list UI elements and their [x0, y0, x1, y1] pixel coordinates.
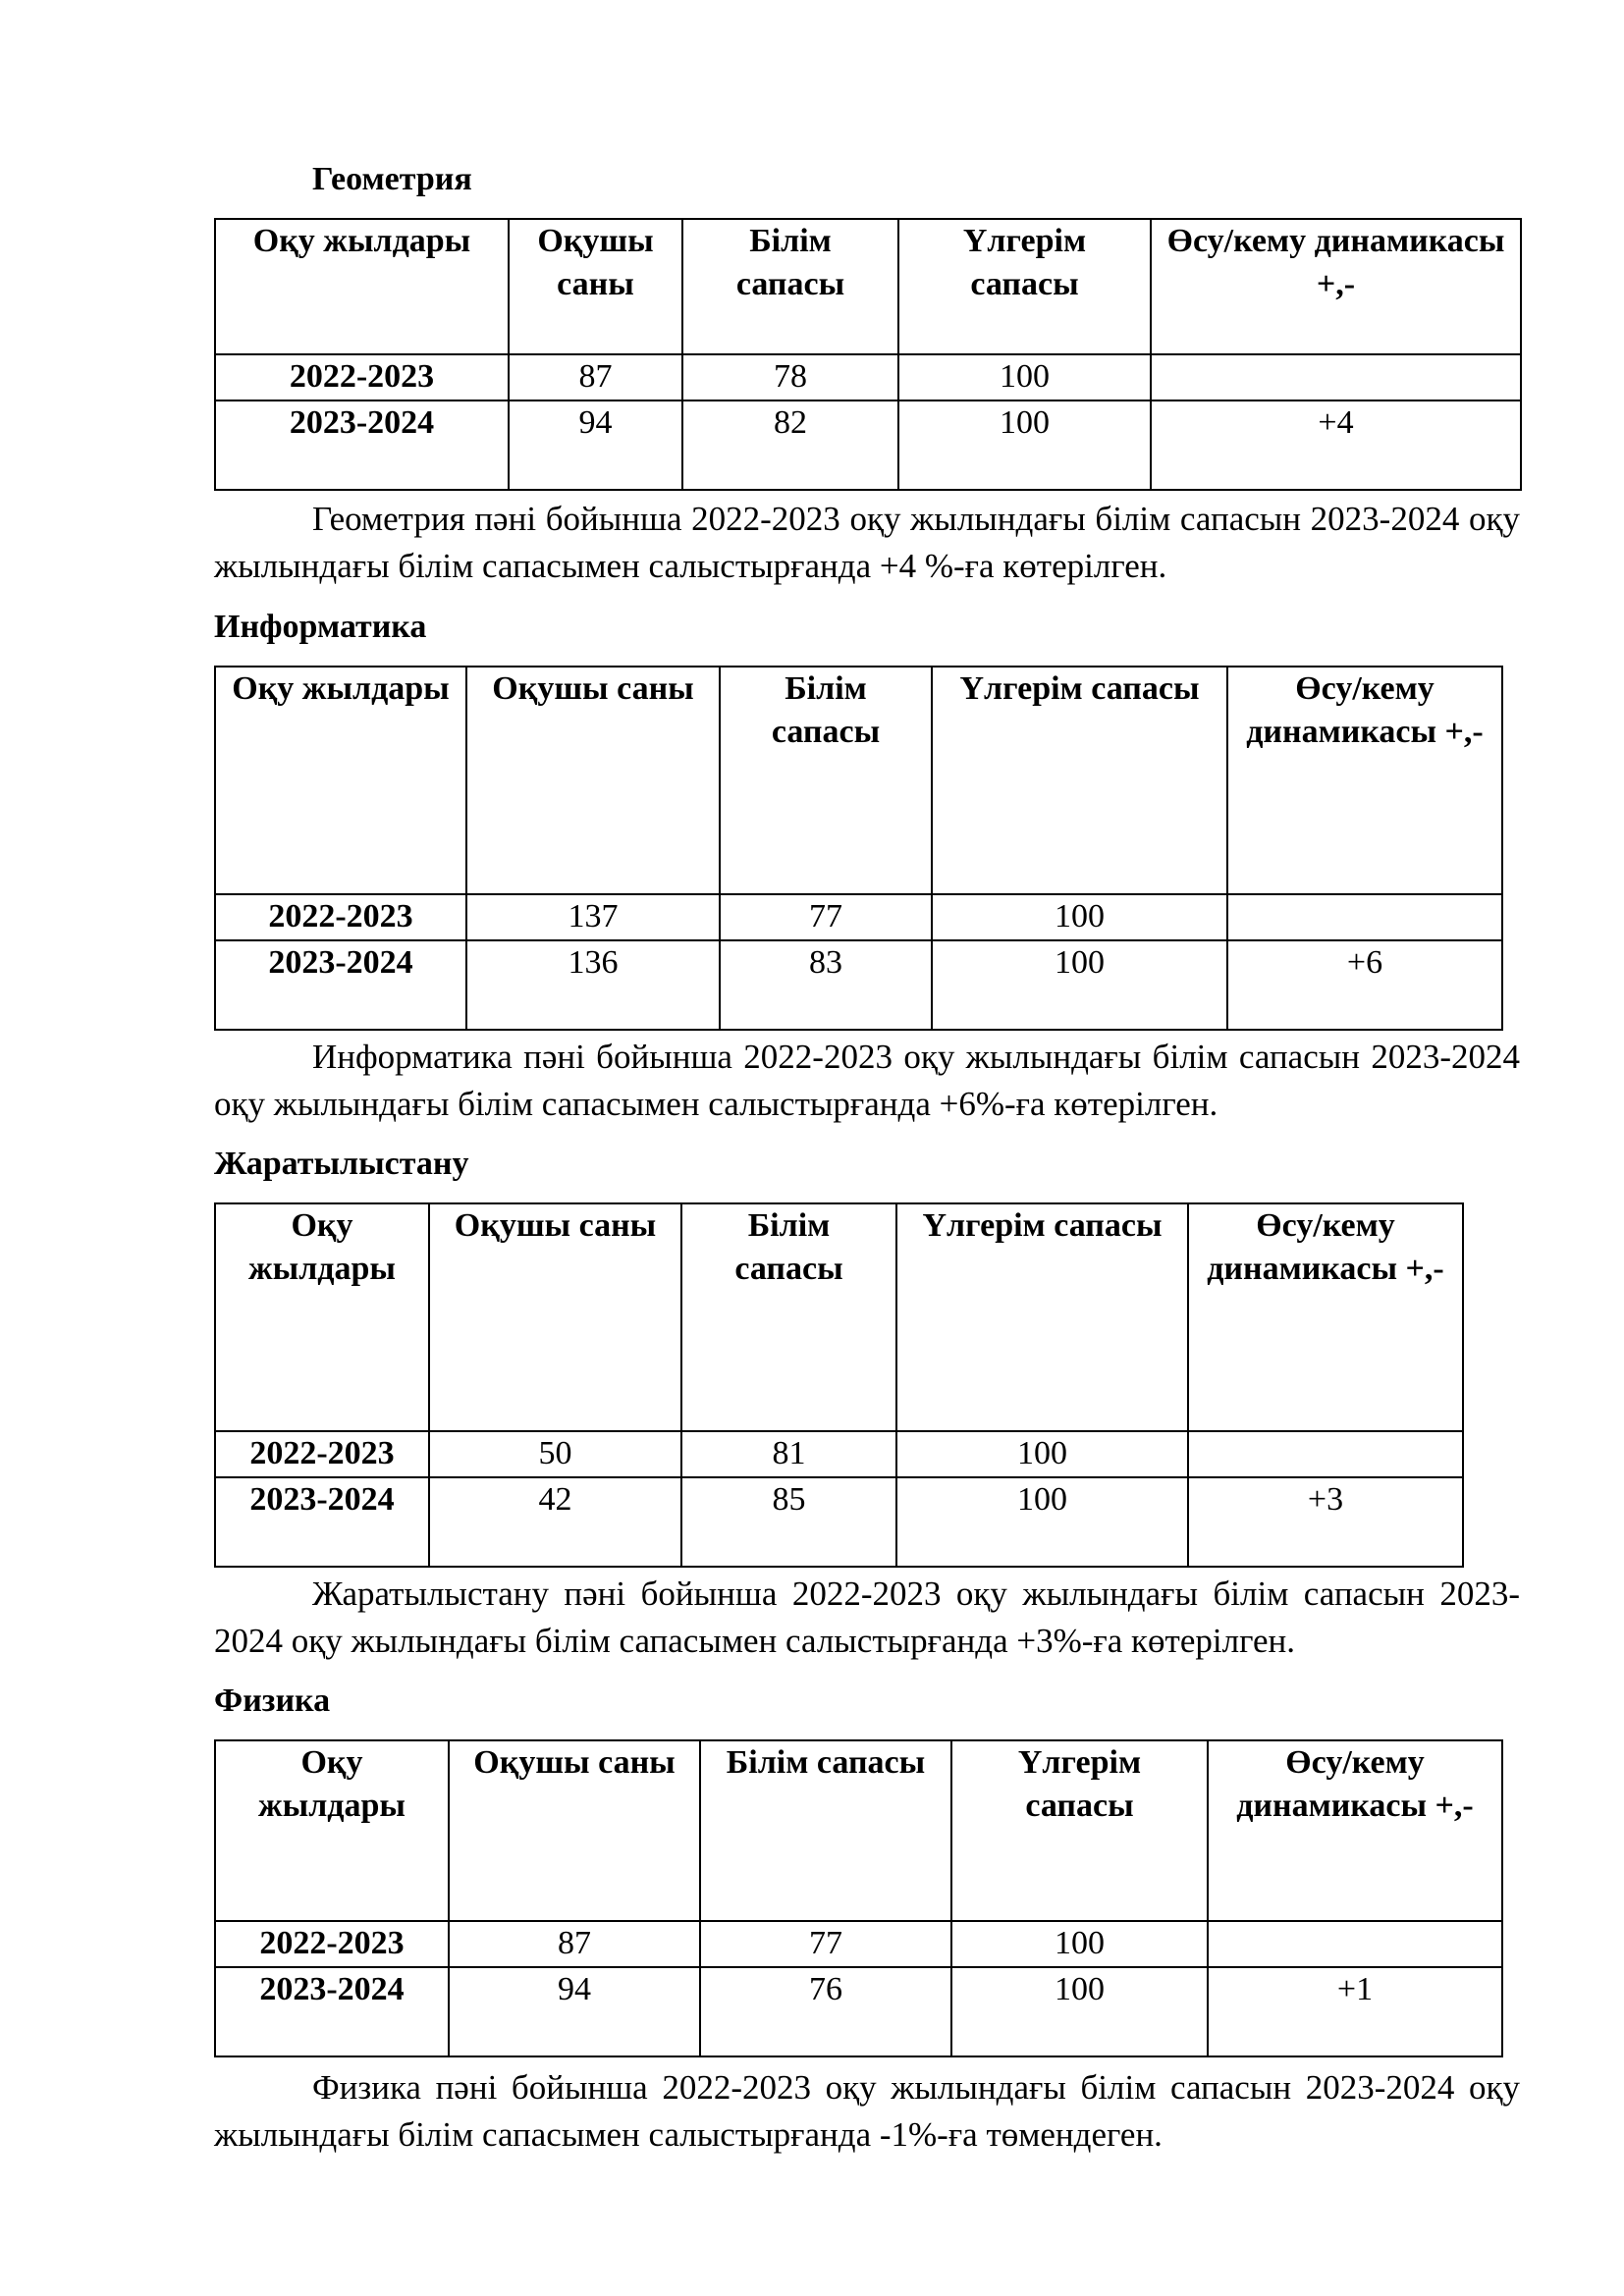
header-students: Оқушы саны: [466, 667, 720, 894]
header-students: Оқушы саны: [449, 1740, 700, 1921]
cell-achievement: 100: [932, 940, 1227, 1030]
table-row: [215, 940, 1502, 1030]
table-row: [215, 1431, 1463, 1477]
header-dynamics: Өсу/кему динамикасы +,-: [1208, 1740, 1502, 1921]
cell-year: 2023-2024: [215, 1477, 429, 1567]
header-knowledge-quality: Білім сапасы: [681, 1203, 896, 1431]
header-knowledge-quality: Білім сапасы: [700, 1740, 951, 1921]
header-years: Оқу жылдары: [215, 667, 466, 894]
cell-year: 2022-2023: [215, 1431, 429, 1477]
cell-year: 2022-2023: [215, 894, 466, 940]
cell-dynamics: [1227, 894, 1502, 940]
cell-year: 2023-2024: [215, 400, 509, 490]
header-achievement-quality: Үлгерім сапасы: [896, 1203, 1188, 1431]
section-title-natural-science: Жаратылыстану: [214, 1146, 469, 1182]
cell-students: 50: [429, 1431, 681, 1477]
summary-paragraph-geometry: Геометрия пәні бойынша 2022-2023 оқу жылындағы білім сапасын 2023-2024 оқу жылындағы білім сапасымен салыстырғанда +4 %-ға көтерілген.: [214, 500, 1520, 585]
cell-achievement: 100: [898, 400, 1151, 490]
cell-knowledge: 82: [682, 400, 898, 490]
table-row: [215, 354, 1521, 400]
table-header-row: [215, 1740, 1502, 1921]
table-row: [215, 894, 1502, 940]
cell-dynamics: +1: [1208, 1967, 1502, 2056]
summary-paragraph-physics: Физика пәні бойынша 2022-2023 оқу жылындағы білім сапасын 2023-2024 оқу жылындағы білім сапасымен салыстырғанда -1%-ға төмендеген.: [214, 2068, 1520, 2154]
cell-year: 2023-2024: [215, 1967, 449, 2056]
cell-knowledge: 77: [700, 1921, 951, 1967]
cell-students: 136: [466, 940, 720, 1030]
cell-knowledge: 78: [682, 354, 898, 400]
cell-achievement: 100: [896, 1431, 1188, 1477]
cell-dynamics: [1151, 354, 1521, 400]
section-title-geometry: Геометрия: [312, 161, 472, 197]
header-dynamics: Өсу/кему динамикасы +,-: [1151, 219, 1521, 354]
table-natural-science: [214, 1202, 1464, 1568]
header-years: Оқу жылдары: [215, 1203, 429, 1431]
section-title-physics: Физика: [214, 1682, 331, 1719]
cell-achievement: 100: [896, 1477, 1188, 1567]
cell-achievement: 100: [951, 1967, 1208, 2056]
header-students: Оқушы саны: [509, 219, 682, 354]
header-dynamics: Өсу/кему динамикасы +,-: [1227, 667, 1502, 894]
cell-year: 2022-2023: [215, 354, 509, 400]
cell-year: 2023-2024: [215, 940, 466, 1030]
table-informatics: [214, 666, 1503, 1031]
header-achievement-quality: Үлгерім сапасы: [932, 667, 1227, 894]
table-header-row: [215, 1203, 1463, 1431]
summary-paragraph-informatics: Информатика пәні бойынша 2022-2023 оқу жылындағы білім сапасын 2023-2024 оқу жылындағы білім сапасымен салыстырғанда +6%-ға көтерілген.: [214, 1038, 1520, 1123]
table-row: [215, 1477, 1463, 1567]
cell-dynamics: [1188, 1431, 1463, 1477]
cell-year: 2022-2023: [215, 1921, 449, 1967]
cell-students: 137: [466, 894, 720, 940]
header-years: Оқу жылдары: [215, 219, 509, 354]
cell-dynamics: +6: [1227, 940, 1502, 1030]
cell-students: 87: [509, 354, 682, 400]
cell-dynamics: +3: [1188, 1477, 1463, 1567]
header-knowledge-quality: Білім сапасы: [682, 219, 898, 354]
cell-students: 94: [509, 400, 682, 490]
header-achievement-quality: Үлгерім сапасы: [898, 219, 1151, 354]
cell-knowledge: 85: [681, 1477, 896, 1567]
table-row: [215, 1921, 1502, 1967]
cell-knowledge: 81: [681, 1431, 896, 1477]
cell-dynamics: +4: [1151, 400, 1521, 490]
cell-achievement: 100: [932, 894, 1227, 940]
header-knowledge-quality: Білім сапасы: [720, 667, 932, 894]
summary-paragraph-natural-science: Жаратылыстану пәні бойынша 2022-2023 оқу жылындағы білім сапасын 2023-2024 оқу жылындағы білім сапасымен салыстырғанда +3%-ға көтерілген.: [214, 1575, 1520, 1660]
cell-knowledge: 83: [720, 940, 932, 1030]
header-achievement-quality: Үлгерім сапасы: [951, 1740, 1208, 1921]
cell-students: 42: [429, 1477, 681, 1567]
table-row: [215, 1967, 1502, 2056]
section-title-informatics: Информатика: [214, 609, 427, 645]
table-header-row: [215, 219, 1521, 354]
cell-achievement: 100: [898, 354, 1151, 400]
header-students: Оқушы саны: [429, 1203, 681, 1431]
cell-achievement: 100: [951, 1921, 1208, 1967]
table-header-row: [215, 667, 1502, 894]
cell-dynamics: [1208, 1921, 1502, 1967]
table-physics: [214, 1739, 1503, 2057]
cell-students: 94: [449, 1967, 700, 2056]
header-years: Оқу жылдары: [215, 1740, 449, 1921]
cell-students: 87: [449, 1921, 700, 1967]
table-geometry: [214, 218, 1522, 491]
header-dynamics: Өсу/кему динамикасы +,-: [1188, 1203, 1463, 1431]
cell-knowledge: 77: [720, 894, 932, 940]
cell-knowledge: 76: [700, 1967, 951, 2056]
table-row: [215, 400, 1521, 490]
